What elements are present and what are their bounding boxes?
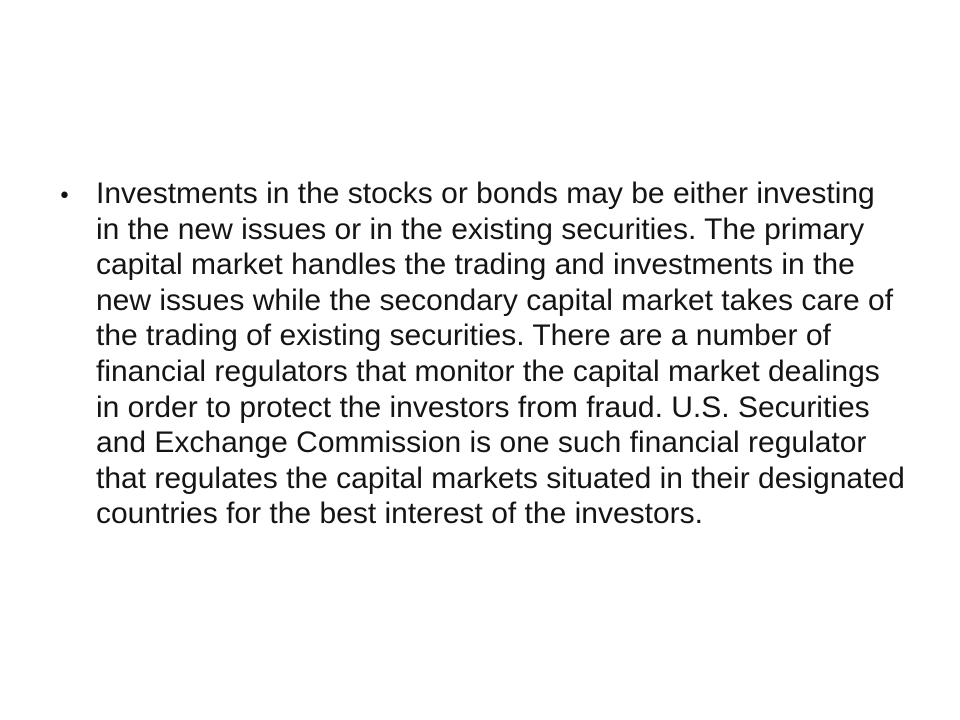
- bullet-item: [58, 176, 938, 532]
- slide-body: [58, 176, 938, 532]
- bullet-text: Investments in the stocks or bonds may be either investing in the new issues or in the existing securities. The primary capital market handles the trading and investments in the new issues while the secondary capital market takes care of the trading of existing securities. There are a number of financial regulators that monitor the capital market dealings in order to protect the investors from fraud. U.S. Securities and Exchange Commission is one such financial regulator that regulates the capital markets situated in their designated countries for the best interest of the investors.: [96, 177, 905, 531]
- bullet-point-icon: •: [58, 184, 71, 209]
